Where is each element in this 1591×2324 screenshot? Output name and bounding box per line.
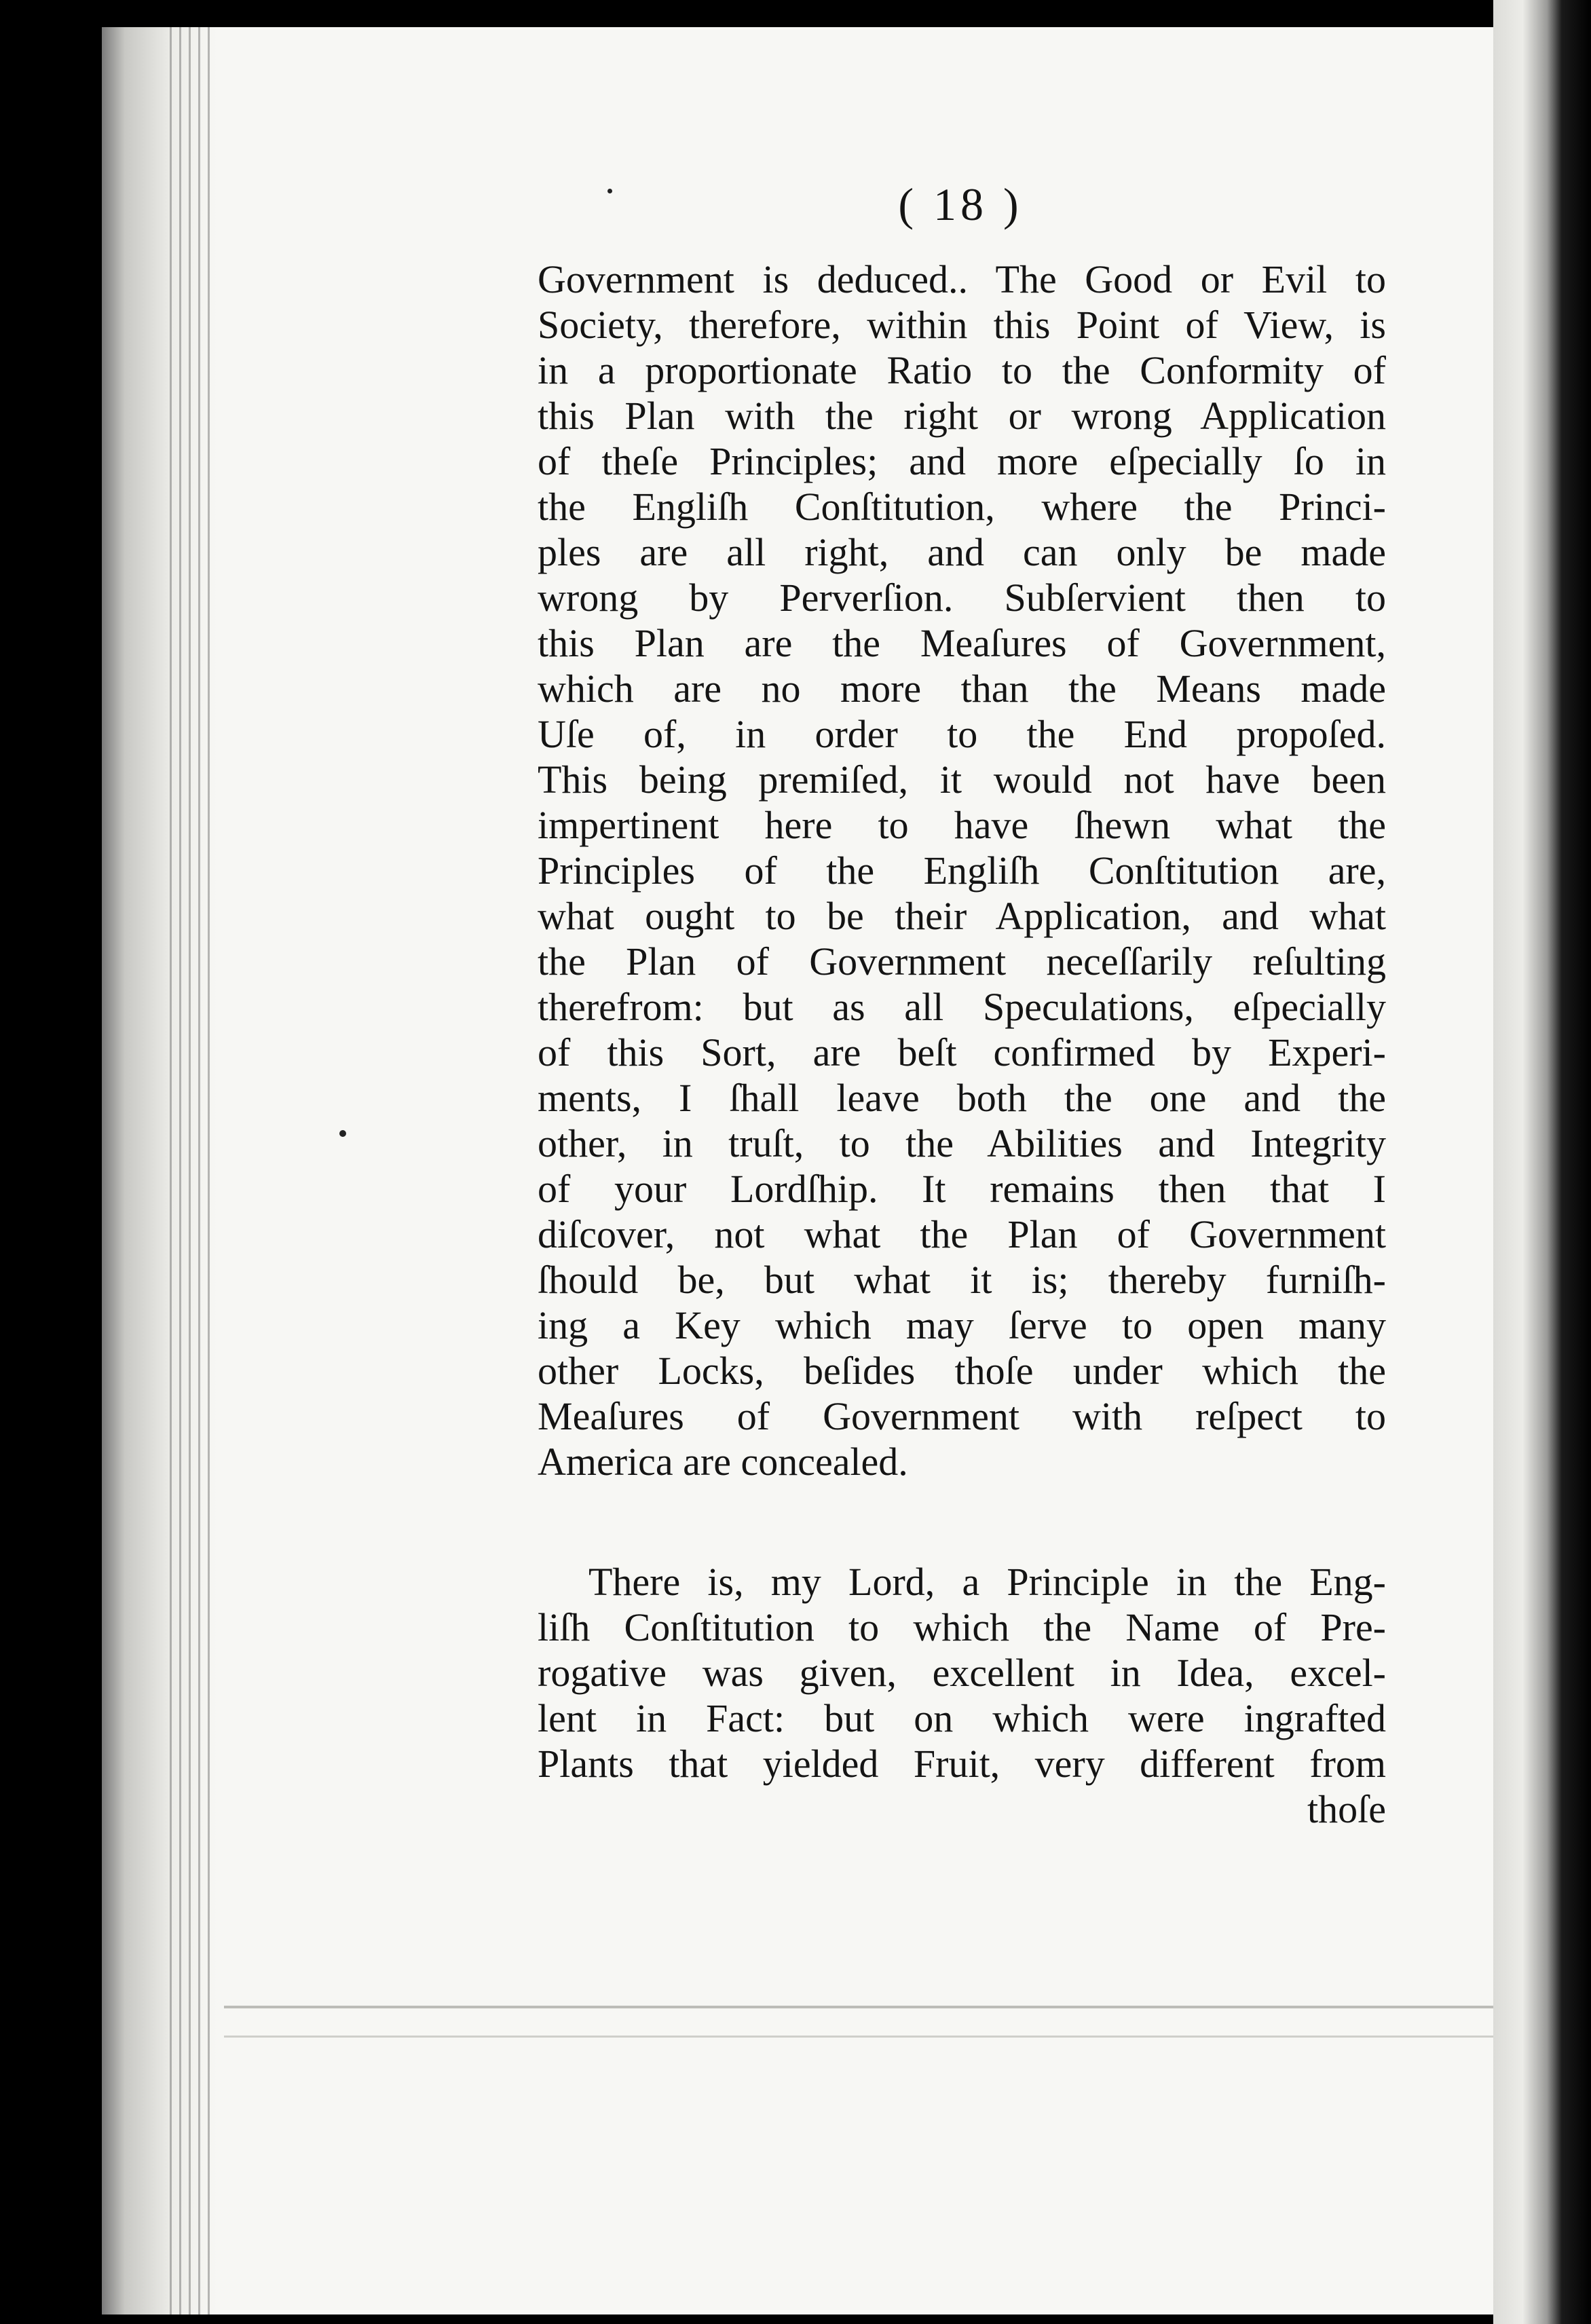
text-line: ples are all right, and can only be made [538, 530, 1386, 574]
text-line: in a proportionate Ratio to the Conformity of [538, 348, 1386, 392]
text-line: impertinent here to have ſhewn what the [538, 803, 1386, 847]
text-line: Government is deduced.. The Good or Evil to [538, 257, 1386, 301]
text-line: other Locks, beſides thoſe under which the [538, 1349, 1386, 1393]
catchword: thoſe [1307, 1787, 1386, 1831]
paragraph-gap [538, 1484, 1386, 1559]
text-line: ſhould be, but what it is; thereby furniſh- [538, 1258, 1386, 1302]
ink-speck [607, 189, 612, 193]
text-line: liſh Conſtitution to which the Name of Pre- [538, 1605, 1386, 1649]
text-line: the Plan of Government neceſſarily reſulting [538, 939, 1386, 983]
ink-speck [339, 1130, 346, 1137]
binding-edge [170, 27, 210, 2314]
text-line: the Engliſh Conſtitution, where the Princi- [538, 485, 1386, 529]
text-line: Uſe of, in order to the End propoſed. [538, 712, 1386, 756]
page-number: ( 18 ) [898, 179, 1023, 230]
text-line: ing a Key which may ſerve to open many [538, 1303, 1386, 1347]
text-line: There is, my Lord, a Principle in the Eng- [588, 1560, 1386, 1604]
text-line: of this Sort, are beſt confirmed by Experi- [538, 1030, 1386, 1074]
text-line: rogative was given, excellent in Idea, excel- [538, 1651, 1386, 1695]
body-text [538, 257, 1386, 1832]
text-line: therefrom: but as all Speculations, eſpecially [538, 985, 1386, 1029]
text-line: Principles of the Engliſh Conſtitution are, [538, 848, 1386, 893]
text-line: diſcover, not what the Plan of Government [538, 1212, 1386, 1256]
text-line: which are no more than the Means made [538, 667, 1386, 711]
paragraph-1 [538, 257, 1386, 1484]
paragraph-2 [538, 1559, 1386, 1786]
text-line: other, in truſt, to the Abilities and Integrity [538, 1121, 1386, 1165]
text-line: of theſe Principles; and more eſpecially ſo in [538, 439, 1386, 483]
text-line: ments, I ſhall leave both the one and the [538, 1076, 1386, 1120]
text-line: this Plan with the right or wrong Application [538, 394, 1386, 438]
page-bottom-fold [224, 2006, 1493, 2038]
text-line: This being premiſed, it would not have been [538, 757, 1386, 802]
text-line: lent in Fact: but on which were ingrafted [538, 1696, 1386, 1740]
text-line: Plants that yielded Fruit, very different from [538, 1742, 1386, 1786]
text-line: Meaſures of Government with reſpect to [538, 1394, 1386, 1438]
page-right-edge [1493, 0, 1591, 2324]
text-line: America are concealed. [538, 1440, 908, 1484]
text-line: of your Lordſhip. It remains then that I [538, 1167, 1386, 1211]
text-line: wrong by Perverſion. Subſervient then to [538, 576, 1386, 620]
text-line: Society, therefore, within this Point of View, is [538, 303, 1386, 347]
text-line: this Plan are the Meaſures of Government, [538, 621, 1386, 665]
text-line: what ought to be their Application, and what [538, 894, 1386, 938]
